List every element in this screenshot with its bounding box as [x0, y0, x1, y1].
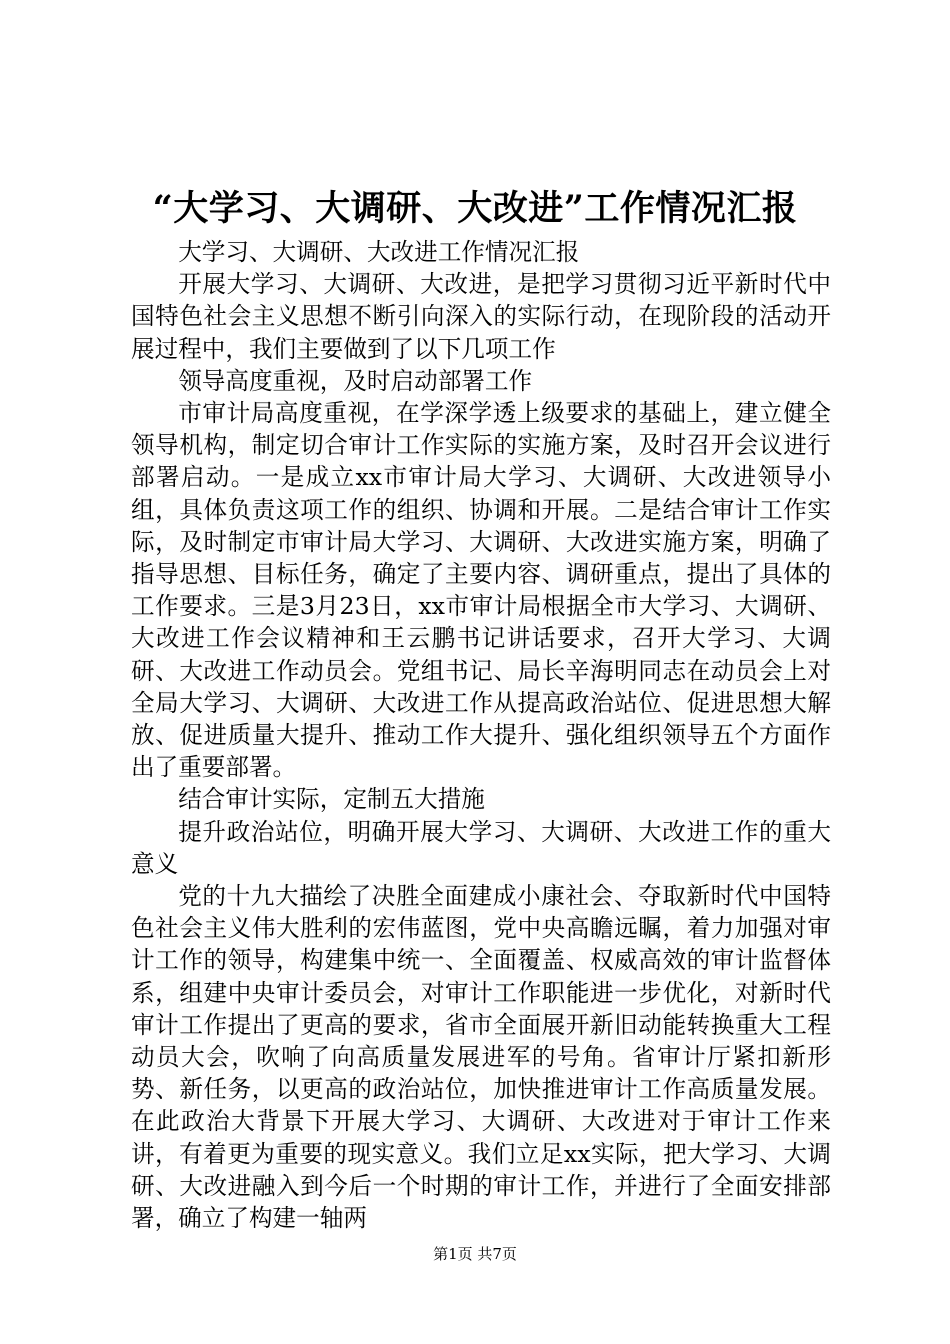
paragraph-intro: 开展大学习、大调研、大改进，是把学习贯彻习近平新时代中国特色社会主义思想不断引向深入的实际行动，在现阶段的活动开展过程中，我们主要做到了以下几项工作: [131, 270, 831, 363]
document-body: [131, 236, 831, 1234]
paragraph-subtitle: 大学习、大调研、大改进工作情况汇报: [178, 238, 580, 266]
subsection-heading-political: 提升政治站位，明确开展大学习、大调研、大改进工作的重大意义: [131, 817, 831, 878]
section-heading-leadership: 领导高度重视，及时启动部署工作: [178, 366, 533, 395]
paragraph-political: 党的十九大描绘了决胜全面建成小康社会、夺取新时代中国特色社会主义伟大胜利的宏伟蓝图，党中央高瞻远瞩，着力加强对审计工作的领导，构建集中统一、全面覆盖、权威高效的审计监督体系，组建中央审计委员会，对审计工作职能进一步优化，对新时代审计工作提出了更高的要求，省市全面展开新旧动能转换重大工程动员大会，吹响了向高质量发展进军的号角。省审计厅紧扣新形势、新任务，以更高的政治站位，加快推进审计工作高质量发展。在此政治大背景下开展大学习、大调研、大改进对于审计工作来讲，有着更为重要的现实意义。我们立足xx实际，把大学习、大调研、大改进融入到今后一个时期的审计工作，并进行了全面安排部署，确立了构建一轴两: [131, 882, 831, 1233]
section-heading-measures: 结合审计实际，定制五大措施: [178, 785, 485, 814]
document-title: “大学习、大调研、大改进”工作情况汇报: [152, 188, 798, 229]
page-footer: 第1页 共7页: [433, 1245, 517, 1263]
paragraph-leadership: 市审计局高度重视，在学深学透上级要求的基础上，建立健全领导机构，制定切合审计工作实际的实施方案，及时召开会议进行部署启动。一是成立xx市审计局大学习、大调研、大改进领导小组，具体负责这项工作的组织、协调和开展。二是结合审计工作实际，及时制定市审计局大学习、大调研、大改进实施方案，明确了指导思想、目标任务，确定了主要内容、调研重点，提出了具体的工作要求。三是3月23日，xx市审计局根据全市大学习、大调研、大改进工作会议精神和王云鹏书记讲话要求，召开大学习、大调研、大改进工作动员会。党组书记、局长辛海明同志在动员会上对全局大学习、大调研、大改进工作从提高政治站位、促进思想大解放、促进质量大提升、推动工作大提升、强化组织领导五个方面作出了重要部署。: [131, 399, 831, 782]
